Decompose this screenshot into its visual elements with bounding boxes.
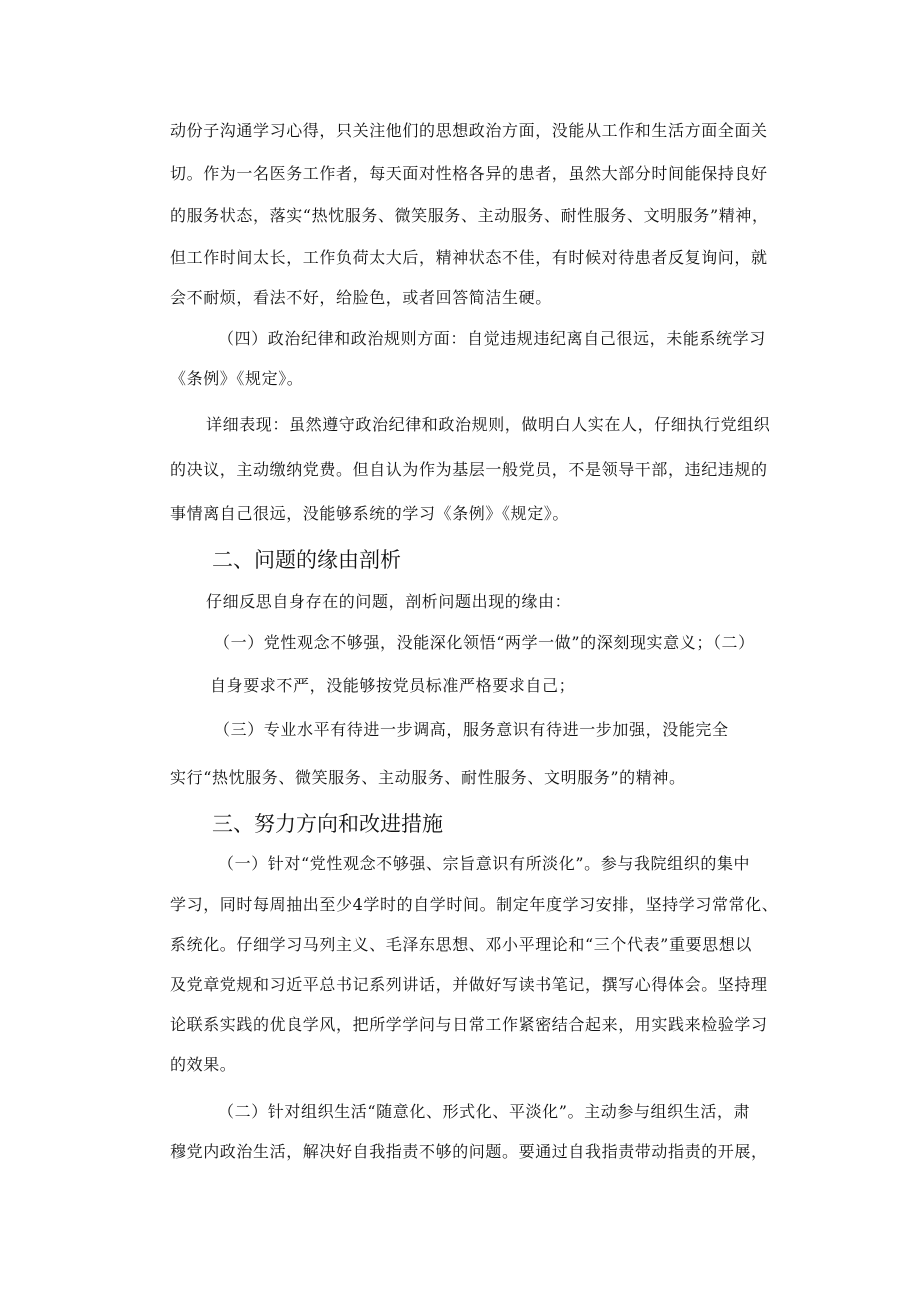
text-line: 《条例》《规定》。	[170, 369, 304, 388]
text-line: 学习，同时每周抽出至少4学时的自学时间。制定年度学习安排，坚持学习常常化、	[170, 895, 779, 914]
text-line: （二）针对组织生活“随意化、形式化、平淡化”。主动参与组织生活，肃	[218, 1102, 751, 1121]
section-heading: 三、努力方向和改进措施	[212, 812, 443, 836]
text-line: 仔细反思自身存在的问题，剖析问题出现的缘由：	[206, 592, 572, 611]
text-line: 的服务状态，落实“热忱服务、微笑服务、主动服务、耐性服务、文明服务”精神，	[170, 206, 769, 225]
text-line: 事情离自己很远，没能够系统的学习《条例》《规定》。	[170, 504, 570, 523]
text-line: （一）针对“党性观念不够强、宗旨意识有所淡化”。参与我院组织的集中	[218, 854, 751, 873]
text-line: 自身要求不严，没能够按党员标准严格要求自己；	[210, 676, 576, 695]
text-line: 会不耐烦，看法不好，给脸色，或者回答简洁生硬。	[170, 288, 552, 307]
text-line: 及党章党规和习近平总书记系列讲话，并做好写读书笔记，撰写心得体会。坚持理	[170, 975, 768, 994]
section-heading: 二、问题的缘由剖析	[212, 548, 401, 572]
text-line: 的效果。	[170, 1055, 237, 1074]
text-line: （三）专业水平有待进一步调高，服务意识有待进一步加强，没能完全	[214, 720, 729, 739]
text-line: （一）党性观念不够强，没能深化领悟“两学一做”的深刻现实意义；（二）	[214, 633, 755, 652]
text-line: 的决议，主动缴纳党费。但自认为作为基层一般党员，不是领导干部，违纪违规的	[170, 460, 768, 479]
text-line: 穆党内政治生活，解决好自我指责不够的问题。要通过自我指责带动指责的开展，	[170, 1142, 768, 1161]
text-line: 动份子沟通学习心得，只关注他们的思想政治方面，没能从工作和生活方面全面关	[170, 121, 768, 140]
text-line: 论联系实践的优良学风，把所学学问与日常工作紧密结合起来，用实践来检验学习	[170, 1015, 768, 1034]
text-line: 实行“热忱服务、微笑服务、主动服务、耐性服务、文明服务”的精神。	[170, 768, 686, 787]
text-line: 系统化。仔细学习马列主义、毛泽东思想、邓小平理论和“三个代表”重要思想以	[170, 935, 752, 954]
text-line: （四）政治纪律和政治规则方面：自觉违规违纪离自己很远，未能系统学习	[218, 329, 766, 348]
text-line: 但工作时间太长，工作负荷太大后，精神状态不佳，有时候对待患者反复询问，就	[170, 248, 768, 267]
text-line: 切。作为一名医务工作者，每天面对性格各异的患者，虽然大部分时间能保持良好	[170, 164, 768, 183]
text-line: 详细表现：虽然遵守政治纪律和政治规则，做明白人实在人，仔细执行党组织	[206, 415, 771, 434]
